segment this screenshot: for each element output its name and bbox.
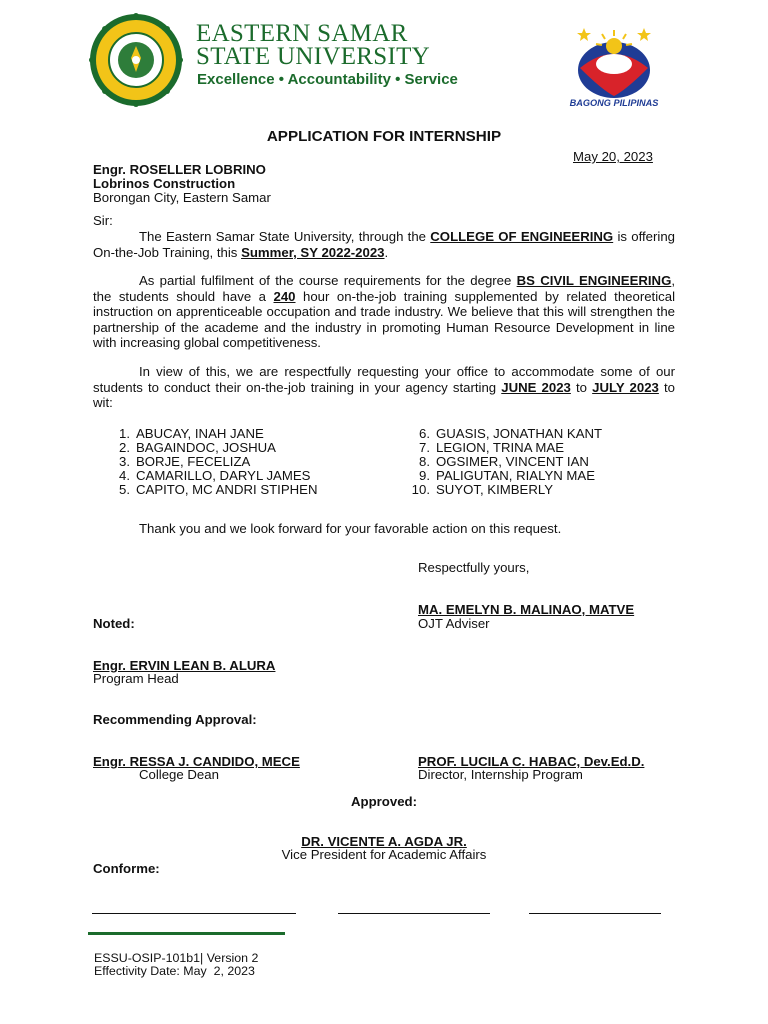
paragraph-request-text: to wit:	[93, 379, 675, 411]
paragraph-intro-text: The Eastern Samar State University, through the	[139, 229, 431, 244]
student-name: SUYOT, KIMBERLY	[436, 482, 554, 497]
student-name: PALIGUTAN, RIALYN MAE	[436, 468, 596, 483]
conforme-signature-line	[92, 913, 296, 914]
conforme-signature-line	[338, 913, 490, 914]
program-head-title: Program Head	[93, 671, 179, 686]
list-item	[408, 455, 602, 469]
director-title: Director, Internship Program	[418, 767, 583, 782]
required-hours: 240	[273, 288, 296, 304]
list-number: 7.	[419, 440, 430, 455]
recipient-company: Lobrinos Construction	[93, 176, 236, 191]
salutation: Sir:	[93, 213, 113, 228]
student-name: OGSIMER, VINCENT IAN	[436, 454, 589, 469]
university-name-line2: STATE UNIVERSITY	[196, 43, 431, 70]
degree-name: BS CIVIL ENGINEERING	[516, 273, 672, 288]
form-code: ESSU-OSIP-101b1| Version 2	[94, 951, 259, 965]
recipient-address: Borongan City, Eastern Samar	[93, 190, 271, 205]
vp-title: Vice President for Academic Affairs	[281, 847, 487, 862]
start-month: JUNE 2023	[501, 379, 571, 395]
complimentary-close: Respectfully yours,	[418, 560, 530, 575]
paragraph-requirements-text: , the students should have a	[93, 273, 676, 304]
student-name: GUASIS, JONATHAN KANT	[436, 426, 603, 441]
student-name: CAPITO, MC ANDRI STIPHEN	[136, 482, 318, 497]
approved-label: Approved:	[351, 794, 417, 809]
student-name: CAMARILLO, DARYL JAMES	[136, 468, 311, 483]
paragraph-intro-text: is offering On-the-Job Training, this	[93, 229, 675, 260]
student-list-left	[108, 427, 317, 497]
student-name: LEGION, TRINA MAE	[436, 440, 564, 455]
footer-divider	[88, 932, 285, 935]
letter-title: APPLICATION FOR INTERNSHIP	[266, 128, 502, 145]
bagong-pilipinas-label: BAGONG PILIPINAS	[569, 98, 659, 108]
student-name: BORJE, FECELIZA	[136, 454, 251, 469]
list-item	[408, 441, 602, 455]
college-name: COLLEGE OF ENGINEERING	[430, 229, 614, 244]
noted-label: Noted:	[93, 616, 135, 631]
list-number: 1.	[119, 426, 130, 441]
paragraph-requirements-text: hour on-the-job training supplemented by related theoretical instruction on apprenticeable occupation and trade industry. We believe that this will strengthen the partnership of the academe and the industry in promoting Human Resource Development in line with increasing global competitiveness.	[93, 288, 676, 351]
vp-name: DR. VICENTE A. AGDA JR.	[301, 834, 467, 849]
student-name: ABUCAY, INAH JANE	[136, 426, 264, 441]
list-number: 9.	[419, 468, 430, 483]
list-item	[108, 469, 317, 483]
effectivity-date: Effectivity Date: May 2, 2023	[94, 964, 255, 978]
university-name-line1: EASTERN SAMAR	[196, 20, 408, 47]
paragraph-request-text: to	[570, 379, 593, 395]
adviser-name: MA. EMELYN B. MALINAO, MATVE	[418, 602, 635, 617]
paragraph-intro	[93, 229, 675, 260]
university-seal-logo	[88, 12, 184, 108]
university-motto: Excellence • Accountability • Service	[197, 71, 458, 88]
recommending-approval-label: Recommending Approval:	[93, 712, 257, 727]
bagong-pilipinas-logo	[566, 20, 662, 100]
list-item	[408, 483, 602, 497]
recipient-name: Engr. ROSELLER LOBRINO	[93, 162, 266, 177]
director-name: PROF. LUCILA C. HABAC, Dev.Ed.D.	[418, 754, 645, 769]
university-name	[196, 22, 430, 68]
paragraph-intro-text: .	[384, 244, 389, 260]
list-item	[108, 483, 317, 497]
program-head-name: Engr. ERVIN LEAN B. ALURA	[93, 658, 276, 673]
list-number: 3.	[119, 454, 130, 469]
list-item	[108, 427, 317, 441]
list-number: 10.	[411, 482, 430, 497]
list-number: 8.	[419, 454, 430, 469]
school-term: Summer, SY 2022-2023	[241, 244, 385, 260]
conforme-label: Conforme:	[93, 861, 160, 876]
paragraph-requirements-text: As partial fulfilment of the course requirements for the degree	[139, 273, 517, 288]
closing-sentence: Thank you and we look forward for your favorable action on this request.	[139, 521, 562, 536]
paragraph-request	[93, 364, 675, 411]
paragraph-requirements	[93, 273, 675, 351]
adviser-title: OJT Adviser	[418, 616, 490, 631]
letter-date: May 20, 2023	[573, 149, 653, 164]
list-item	[108, 441, 317, 455]
paragraph-request-text: In view of this, we are respectfully requesting your office to accommodate some of our students to conduct their on-the-job training in your agency starting	[93, 364, 675, 395]
student-name: BAGAINDOC, JOSHUA	[136, 440, 276, 455]
conforme-signature-line	[529, 913, 661, 914]
list-item	[108, 455, 317, 469]
end-month: JULY 2023	[592, 379, 659, 395]
list-number: 4.	[119, 468, 130, 483]
student-list-right	[408, 427, 602, 497]
dean-title: College Dean	[139, 767, 219, 782]
list-number: 5.	[119, 482, 130, 497]
dean-name: Engr. RESSA J. CANDIDO, MECE	[93, 754, 300, 769]
list-item	[408, 427, 602, 441]
list-number: 2.	[119, 440, 130, 455]
list-number: 6.	[419, 426, 430, 441]
list-item	[408, 469, 602, 483]
